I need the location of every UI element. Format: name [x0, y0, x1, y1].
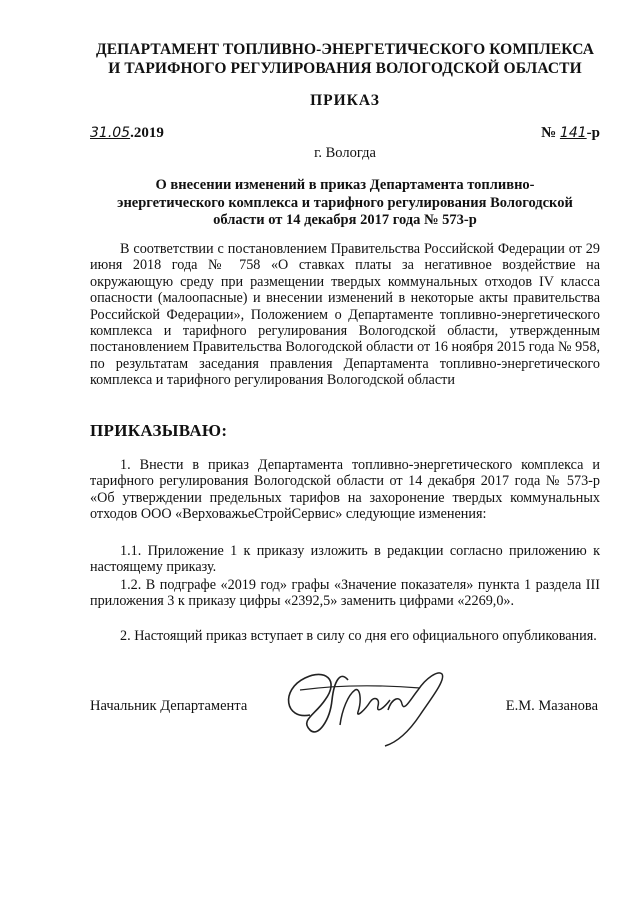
- document-type: ПРИКАЗ: [310, 92, 380, 109]
- document-date: [90, 125, 164, 142]
- order-word: ПРИКАЗЫВАЮ:: [90, 421, 228, 440]
- header-line-1: ДЕПАРТАМЕНТ ТОПЛИВНО-ЭНЕРГЕТИЧЕСКОГО КОМПЛЕКСА: [95, 41, 595, 58]
- number-prefix: №: [541, 125, 560, 141]
- item-1: 1. Внести в приказ Департамента топливно-энергетического комплекса и тарифного регулирования Вологодской области от 14 декабря 2017 года № 573-р «Об утверждении предельных тарифов на захоронение твердых коммунальных отходов ООО «ВерховажьеСтройСервис» следующие изменения:: [90, 457, 600, 523]
- city: г. Вологда: [314, 145, 376, 161]
- department-header: [90, 40, 600, 78]
- document-title: [100, 177, 590, 230]
- signatory-name: Е.М. Мазанова: [505, 698, 598, 714]
- signatory-position: Начальник Департамента: [90, 698, 248, 714]
- title-line-3: области от 14 декабря 2017 года № 573-р: [213, 212, 477, 228]
- handwritten-signature: [270, 660, 460, 755]
- title-line-1: О внесении изменений в приказ Департамента топливно-: [155, 177, 535, 193]
- date-handwritten: 31.05: [90, 125, 131, 141]
- title-line-2: энергетического комплекса и тарифного регулирования Вологодской: [117, 194, 573, 211]
- item-1-1: 1.1. Приложение 1 к приказу изложить в редакции согласно приложению к настоящему приказу.: [90, 543, 600, 576]
- item-2: 2. Настоящий приказ вступает в силу со дня его официального опубликования.: [120, 628, 597, 644]
- date-year: .2019: [130, 125, 164, 141]
- document-number: [541, 125, 600, 142]
- header-line-2: И ТАРИФНОГО РЕГУЛИРОВАНИЯ ВОЛОГОДСКОЙ ОБЛАСТИ: [108, 60, 582, 77]
- preamble-paragraph: В соответствии с постановлением Правительства Российской Федерации от 29 июня 2018 года № 758 «О ставках платы за негативное воздействие на окружающую среду при размещении твердых коммунальных отходов IV класса опасности (малоопасные) и внесении изменений в некоторые акты правительства Российской Федерации», Положением о Департаменте топливно-энергетического комплекса и тарифного регулирования Вологодской области, утвержденным постановлением Правительства Вологодской области от 16 ноября 2015 года № 958, по результатам заседания правления Департамента топливно-энергетического комплекса и тарифного регулирования Вологодской области: [90, 241, 600, 389]
- number-handwritten: 141: [559, 125, 587, 141]
- number-suffix: -р: [586, 125, 600, 141]
- item-1-2: 1.2. В подграфе «2019 год» графы «Значение показателя» пункта 1 раздела III приложения 3 к приказу цифры «2392,5» заменить цифрами «2269,0».: [90, 577, 600, 610]
